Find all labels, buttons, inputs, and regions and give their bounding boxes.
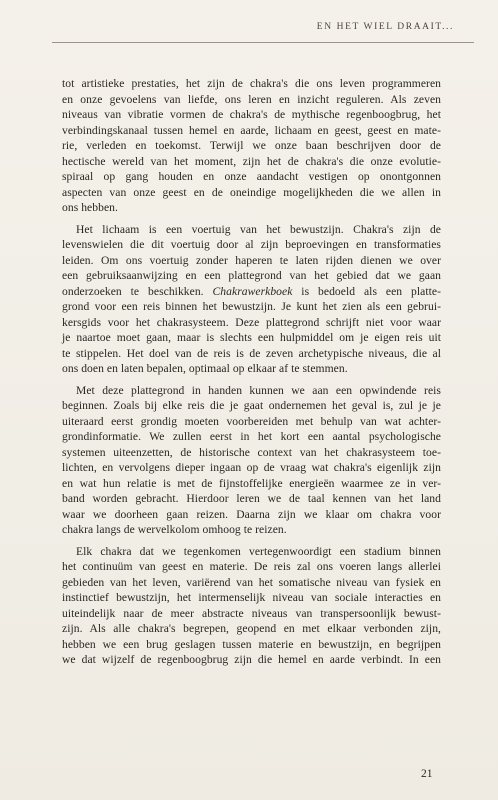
text-line: uiteraard eerst grondig moeten voorbereiden met behulp van wat achter- [62, 414, 441, 428]
text-line: waar we doorheen gaan reizen. Daarna zijn we klaar om chakra voor [62, 507, 441, 521]
text-line: rie, verleden en toekomst. Terwijl we onze baan beschrijven door de [62, 139, 441, 152]
text-line: instinctief bewustzijn, het intermenselijk niveau van sociale interacties en [62, 591, 441, 604]
body-text [62, 76, 441, 674]
text-line: niveaus van vibratie vormen de chakra's de mythische regenboogbrug, het [62, 108, 441, 121]
text-line: spiraal op gang houden en onze aandacht vestigen op onontgonnen [62, 170, 441, 183]
text-line: je naartoe moet gaan, maar is slechts een hulpmiddel om je eigen reis uit [62, 331, 441, 344]
text-line: we dat wijzelf de regenboogbrug zijn die hemel en aarde verbindt. In een [62, 653, 441, 666]
text-line: tot artistieke prestaties, het zijn de chakra's die ons leven programmeren [62, 77, 441, 90]
text-line: grondinformatie. We zullen eerst in het kort een aantal psychologische [62, 430, 441, 443]
text-line: onderzoeken te beschikken. Chakrawerkboek is bedoeld als een platte- [62, 284, 441, 298]
text-line: een gebruiksaanwijzing en een plattegrond van het gebied dat we gaan [62, 269, 441, 282]
text-line: grond voor een reis binnen het bewustzijn. Je kunt het zien als een gebrui- [62, 300, 441, 313]
text-line: Het lichaam is een voertuig van het bewustzijn. Chakra's zijn de [76, 222, 441, 236]
text-line: chakra langs de wervelkolom omhoog te reizen. [62, 523, 287, 536]
text-line: hebben we een brug geslagen tussen materie en bewustzijn, en begrijpen [62, 637, 441, 651]
paragraph [62, 544, 441, 668]
text-line: band worden gebracht. Hierdoor leren we de taal kennen van het land [62, 492, 441, 505]
text-line: en wat hun relatie is met de fijnstoffelijke energieën waarmee ze in ver- [62, 476, 441, 490]
text-line: ons doen en laten bepalen, optimaal op elkaar af te stemmen. [62, 362, 348, 375]
text-line: ons hebben. [62, 201, 118, 214]
text-line: aspecten van onze geest en de oneindige mogelijkheden die we allen in [62, 185, 441, 199]
page-number: 21 [421, 768, 433, 780]
text-line: leiden. Om ons voertuig zonder haperen te laten rijden dienen we over [62, 253, 441, 267]
text-line: Elk chakra dat we tegenkomen vertegenwoordigt een stadium binnen [76, 544, 441, 558]
paragraph [62, 222, 441, 377]
text-line: het continuüm van geest en materie. De reis zal ons voeren langs allerlei [62, 560, 441, 573]
paragraph [62, 383, 441, 538]
text-line: en onze gevoelens van liefde, ons leren en inzicht reguleren. Als zeven [62, 92, 441, 106]
text-line: levenswielen die dit voertuig door al zijn beproevingen en transformaties [62, 238, 441, 251]
header-rule [52, 42, 474, 43]
running-head: EN HET WIEL DRAAIT... [316, 22, 454, 32]
text-line: lichten, en vervolgens dieper ingaan op de vraag wat chakra's eigenlijk zijn [62, 461, 441, 474]
text-line: hectische wereld van het moment, zijn het de chakra's die onze evolutie- [62, 154, 441, 168]
paragraph [62, 76, 441, 216]
text-line: te stippelen. Het doel van de reis is de zeven archetypische niveaus, die al [62, 346, 441, 360]
text-line: kersgids voor het chakrasysteem. Deze plattegrond schrijft niet voor waar [62, 315, 441, 329]
text-line: gebieden van het leven, variërend van het somatische niveau van fysiek en [62, 575, 441, 589]
text-line: verbindingskanaal tussen hemel en aarde, lichaam en geest, geest en mate- [62, 123, 441, 137]
text-line: Met deze plattegrond in handen kunnen we aan een opwindende reis [76, 383, 441, 397]
text-line: zijn. Als alle chakra's begrepen, geopend en met elkaar verbonden zijn, [62, 622, 441, 635]
text-line: systemen uiteenzetten, de historische context van het chakrasysteem toe- [62, 445, 441, 459]
text-line: beginnen. Zoals bij elke reis die je gaat ondernemen het geval is, zul je je [62, 399, 441, 412]
text-line: uiteindelijk naar de meer abstracte niveaus van transpersoonlijk bewust- [62, 606, 441, 620]
